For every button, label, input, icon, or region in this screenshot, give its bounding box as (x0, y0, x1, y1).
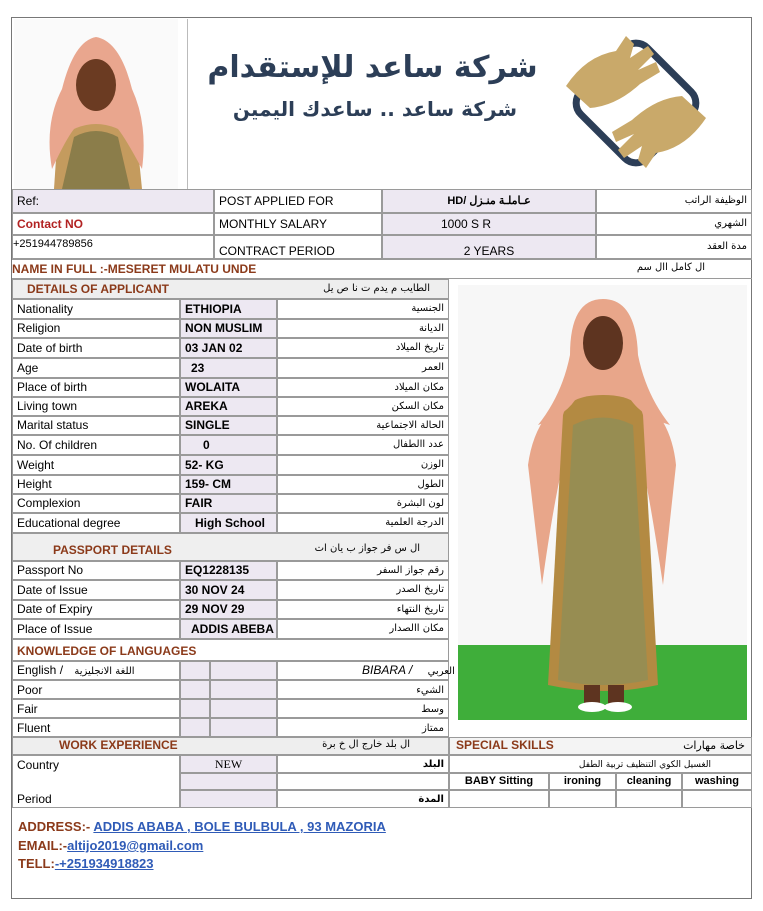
language-level-cell (210, 680, 277, 699)
applicant-row-value: SINGLE (180, 416, 277, 435)
lang-col-1 (180, 661, 210, 680)
applicant-row-value: NON MUSLIM (180, 319, 277, 338)
skill-check-cell (616, 790, 682, 808)
applicant-row-ar: عدد االطفال (277, 435, 449, 455)
skill-check-cell (449, 790, 549, 808)
applicant-row-value: 03 JAN 02 (180, 338, 277, 358)
passport-title-ar: ال س فر جواز ب يان ات (314, 543, 420, 554)
passport-row-ar: رقم جواز السفر (277, 561, 449, 580)
email-value[interactable]: altijo2019@gmail.com (67, 838, 204, 853)
applicant-row-ar: تاريخ الميلاد (277, 338, 449, 358)
language-level-cell (180, 680, 210, 699)
passport-row-value: 29 NOV 29 (180, 600, 277, 619)
passport-row-ar: مكان االصدار (277, 619, 449, 639)
company-slogan-ar: شركة ساعد .. ساعدك اليمين (232, 97, 518, 121)
period-label-ar: المدة (277, 790, 449, 808)
applicant-row-value: 52- KG (180, 455, 277, 475)
portrait-full (458, 285, 747, 720)
passport-row-value: EQ1228135 (180, 561, 277, 580)
skill-check-cell (549, 790, 616, 808)
applicant-row-ar: الوزن (277, 455, 449, 475)
salary-label-ar: الشهري (596, 213, 752, 235)
address-line (18, 819, 386, 834)
applicant-row-label: Complexion (12, 494, 180, 513)
english-label-text: English / (17, 663, 64, 677)
passport-row-label: Passport No (12, 561, 180, 580)
passport-row-label: Date of Issue (12, 580, 180, 600)
tel-label: TELL: (18, 856, 55, 871)
languages-title: KNOWLEDGE OF LANGUAGES (12, 639, 449, 661)
passport-title: PASSPORT DETAILS (53, 543, 172, 557)
skill-check-cell (682, 790, 752, 808)
applicant-row-label: Nationality (12, 299, 180, 319)
company-logo (556, 26, 716, 178)
language-level-ar: ممتاز (277, 718, 449, 737)
contract-label: CONTRACT PERIOD (214, 235, 382, 259)
english-label-ar: اللغة الانجليزية (74, 666, 135, 677)
portrait-small (14, 19, 178, 189)
applicant-row-label: Height (12, 475, 180, 494)
country-label: Country (12, 755, 180, 773)
post-label: POST APPLIED FOR (214, 189, 382, 213)
contact-phone: +251944789856 (12, 235, 214, 259)
address-value[interactable]: ADDIS ABABA , BOLE BULBULA , 93 MAZORIA (93, 819, 386, 834)
applicant-row-label: Educational degree (12, 513, 180, 533)
applicant-title: DETAILS OF APPLICANT (27, 282, 169, 296)
tel-value[interactable]: -+251934918823 (54, 856, 154, 871)
arabic-label-text: BIBARA / (362, 663, 413, 677)
skill-label: washing (682, 773, 752, 790)
applicant-row-value: High School (180, 513, 277, 533)
language-level-cell (180, 699, 210, 718)
applicant-row-ar: العمر (277, 358, 449, 378)
applicant-row-ar: الحالة الاجتماعية (277, 416, 449, 435)
applicant-row-label: No. Of children (12, 435, 180, 455)
applicant-row-value: 159- CM (180, 475, 277, 494)
applicant-row-value: 23 (180, 358, 277, 378)
country-value: NEW (180, 755, 277, 773)
language-level-ar: وسط (277, 699, 449, 718)
passport-row-value: ADDIS ABEBA (180, 619, 277, 639)
period-value (180, 790, 277, 808)
work-title: WORK EXPERIENCE (59, 738, 178, 752)
skill-label: cleaning (616, 773, 682, 790)
applicant-row-value: FAIR (180, 494, 277, 513)
full-name-ar: ال كامل اال سم (636, 262, 705, 273)
passport-row-ar: تاريخ النتهاء (277, 600, 449, 619)
skill-label: BABY Sitting (449, 773, 549, 790)
applicant-row-label: Religion (12, 319, 180, 338)
skills-sub-ar: الغسيل الكوي التنظيف تربية الطفل (449, 755, 752, 773)
language-level-cell (180, 718, 210, 737)
arabic-label-ar: العربي (427, 666, 455, 677)
post-value: HD/ عـاملـة منـزل (382, 189, 596, 213)
applicant-row-ar: الدرجة العلمية (277, 513, 449, 533)
arabic-label (277, 661, 455, 680)
passport-row-label: Place of Issue (12, 619, 180, 639)
email-label: EMAIL:- (18, 838, 68, 853)
salary-value: 1000 S R (382, 213, 596, 235)
post-label-ar: الوظيفة الراتب (596, 189, 752, 213)
work-spacer (12, 773, 180, 790)
period-label: Period (12, 790, 180, 808)
language-level-label: Poor (12, 680, 180, 699)
lang-col-2 (210, 661, 277, 680)
skills-title: SPECIAL SKILLS (456, 738, 554, 752)
applicant-row-value: AREKA (180, 397, 277, 416)
applicant-row-label: Weight (12, 455, 180, 475)
applicant-row-value: ETHIOPIA (180, 299, 277, 319)
language-level-ar: الشيء (277, 680, 449, 699)
applicant-row-ar: الديانة (277, 319, 449, 338)
ref-label: Ref: (12, 189, 214, 213)
english-label (12, 661, 180, 680)
applicant-row-label: Marital status (12, 416, 180, 435)
header-divider (187, 19, 188, 189)
applicant-row-label: Living town (12, 397, 180, 416)
applicant-row-ar: مكان الميلاد (277, 378, 449, 397)
work-title-ar: ال بلد خارج ال خ برة (322, 739, 410, 750)
skills-title-ar: خاصة مهارات (683, 739, 745, 752)
language-level-label: Fluent (12, 718, 180, 737)
applicant-row-ar: مكان السكن (277, 397, 449, 416)
contract-label-ar: مدة العقد (596, 235, 752, 259)
applicant-row-ar: الطول (277, 475, 449, 494)
applicant-row-label: Date of birth (12, 338, 180, 358)
applicant-row-value: 0 (180, 435, 277, 455)
tel-line (18, 856, 154, 871)
address-label: ADDRESS:- (18, 819, 91, 834)
email-line (18, 838, 203, 853)
work-spacer-value (180, 773, 277, 790)
salary-label: MONTHLY SALARY (214, 213, 382, 235)
passport-row-value: 30 NOV 24 (180, 580, 277, 600)
applicant-row-ar: الجنسية (277, 299, 449, 319)
passport-row-ar: تاريخ الصدر (277, 580, 449, 600)
contact-label: Contact NO (12, 213, 214, 235)
applicant-title-ar: الطايب م يدم ت نا ص يل (323, 283, 430, 294)
language-level-cell (210, 699, 277, 718)
applicant-row-value: WOLAITA (180, 378, 277, 397)
work-spacer-ar (277, 773, 449, 790)
passport-row-label: Date of Expiry (12, 600, 180, 619)
country-label-ar: البلد (277, 755, 449, 773)
applicant-row-label: Age (12, 358, 180, 378)
language-level-cell (210, 718, 277, 737)
language-level-label: Fair (12, 699, 180, 718)
applicant-row-ar: لون البشرة (277, 494, 449, 513)
skill-label: ironing (549, 773, 616, 790)
company-name-ar: شركة ساعد للإستقدام (207, 50, 538, 85)
applicant-row-label: Place of birth (12, 378, 180, 397)
full-name: NAME IN FULL :-MESERET MULATU UNDE (12, 259, 752, 279)
contract-value: 2 YEARS (382, 235, 596, 259)
